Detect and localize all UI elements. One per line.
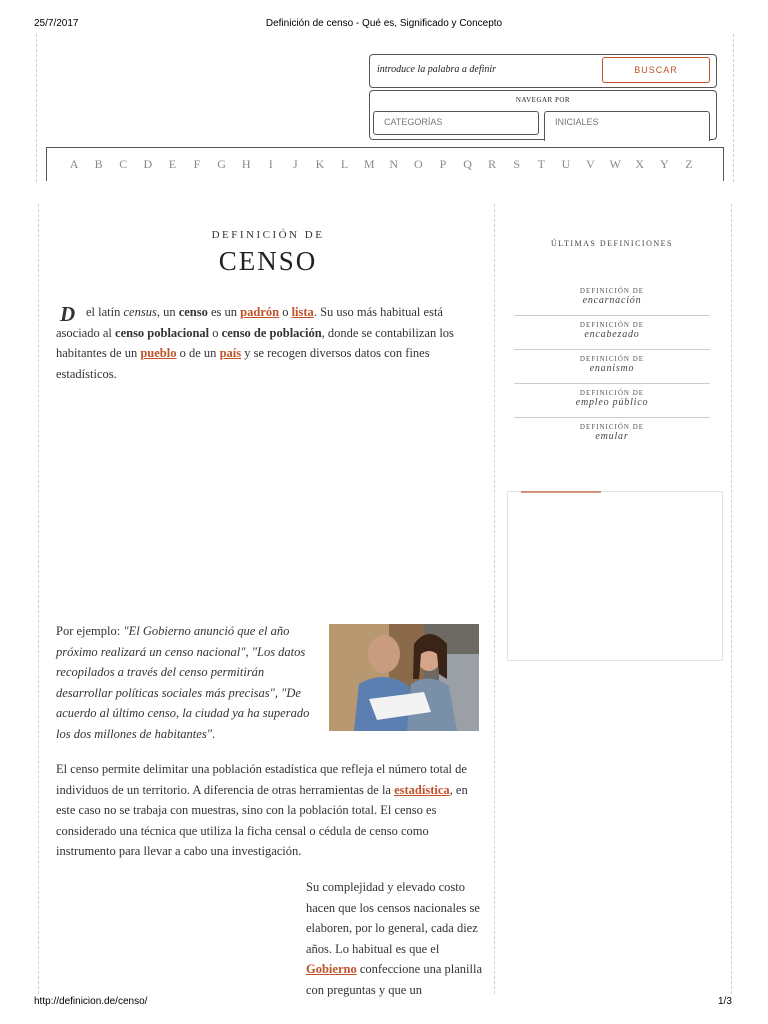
sidebar-item-encarnacion[interactable] (514, 287, 710, 316)
letter-o[interactable]: O (414, 157, 424, 171)
content-border-left (38, 204, 40, 994)
text: confeccione una planilla con preguntas y que un (306, 962, 482, 997)
sidebar-item-word: empleo público (575, 397, 649, 408)
tab-iniciales[interactable]: INICIALES (544, 111, 710, 141)
text-quotes: "El Gobierno anunció que el año próximo realizará un censo nacional", "Los datos recopilados a través del censo permitirán desarrollar políticas sociales más precisas", "De acuerdo al último censo, la ciudad ya ha superado los dos millones de habitantes" (56, 624, 310, 741)
text-bold: censo poblacional (115, 325, 210, 340)
page-border-left-top (36, 34, 38, 182)
letter-t[interactable]: T (537, 157, 546, 171)
sidebar-item-word: enanismo (589, 363, 635, 374)
letter-l[interactable]: L (340, 157, 349, 171)
letter-e[interactable]: E (168, 157, 177, 171)
letter-k[interactable]: K (315, 157, 325, 171)
paragraph-cost (306, 877, 482, 997)
sidebar-item-empleo-publico[interactable] (514, 389, 710, 418)
content-border-mid (494, 204, 496, 994)
text: o (279, 305, 292, 319)
print-url: http://definicion.de/censo/ (34, 996, 148, 1007)
ad-stripe (521, 491, 601, 493)
paragraph-examples (56, 621, 322, 744)
text: , un (156, 305, 179, 319)
search-button[interactable]: BUSCAR (602, 57, 710, 83)
link-gobierno[interactable]: Gobierno (306, 962, 357, 976)
text-bold: censo de población (221, 325, 322, 340)
paragraph-statistics (56, 759, 480, 862)
letter-b[interactable]: B (94, 157, 104, 171)
link-pais[interactable]: país (219, 346, 242, 360)
print-page-title: Definición de censo - Qué es, Significado y Concepto (265, 18, 503, 29)
browse-label: NAVEGAR POR (515, 96, 571, 104)
search-input[interactable]: introduce la palabra a definir (377, 64, 497, 75)
text: , donde se contabilizan los habitantes de un (56, 325, 454, 360)
sidebar-item-kicker: DEFINICIÓN DE (579, 355, 645, 363)
text: Por ejemplo: (56, 624, 124, 638)
sidebar-item-encabezado[interactable] (514, 321, 710, 350)
link-padron[interactable]: padrón (240, 305, 280, 319)
ad-slot (507, 491, 723, 661)
sidebar-item-enanismo[interactable] (514, 355, 710, 384)
link-pueblo[interactable]: pueblo (140, 346, 177, 360)
letter-m[interactable]: M (363, 157, 375, 171)
letter-x[interactable]: X (635, 157, 645, 171)
letter-c[interactable]: C (119, 157, 128, 171)
content-border-right (731, 204, 733, 994)
paragraph-intro (56, 302, 480, 384)
text: . Su uso más habitual está asociado al (56, 305, 443, 340)
letter-r[interactable]: R (488, 157, 497, 171)
letter-f[interactable]: F (193, 157, 201, 171)
drop-cap: D (60, 302, 76, 326)
sidebar-item-kicker: DEFINICIÓN DE (579, 287, 645, 295)
letter-a[interactable]: A (69, 157, 79, 171)
letter-d[interactable]: D (143, 157, 153, 171)
link-estadistica[interactable]: estadística (394, 782, 450, 797)
letter-s[interactable]: S (513, 157, 521, 171)
sidebar-item-emular[interactable] (514, 423, 710, 451)
sidebar-title: ÚLTIMAS DEFINICIONES (551, 239, 673, 248)
text: , en este caso no se trabaja con muestras, sino con la población total. El censo es considerado una técnica que utiliza la ficha censal o cédula de censo como instrumento para llevar a cabo una investigación. (56, 782, 468, 858)
letter-h[interactable]: H (241, 157, 252, 171)
letter-j[interactable]: J (293, 157, 299, 171)
text: . (211, 726, 216, 741)
letter-i[interactable]: I (268, 157, 274, 171)
letter-z[interactable]: Z (685, 157, 694, 171)
sidebar-item-word: encabezado (584, 329, 640, 340)
text-latin: census (123, 305, 157, 319)
print-page-number: 1/3 (718, 996, 732, 1007)
text: es un (207, 305, 241, 319)
text-bold: censo (178, 305, 208, 319)
text: y se recogen diversos datos con fines estadísticos. (56, 346, 430, 381)
text: o (209, 325, 222, 340)
page-title: CENSO (218, 246, 318, 276)
text: o de un (176, 346, 220, 360)
text: El censo permite delimitar una población estadística que refleja el número total de individuos de un territorio. A diferencia de otras herramientas de la (56, 762, 467, 797)
sidebar-item-kicker: DEFINICIÓN DE (579, 321, 645, 329)
text: el latín (86, 305, 124, 319)
link-lista[interactable]: lista (291, 305, 314, 319)
alphabet-letters (62, 157, 701, 172)
sidebar-item-word: encarnación (582, 295, 642, 306)
census-photo (329, 624, 479, 731)
sidebar-item-kicker: DEFINICIÓN DE (579, 389, 645, 397)
letter-q[interactable]: Q (463, 157, 473, 171)
text: Su complejidad y elevado costo hacen que los censos nacionales se elaboren, por lo general, cada diez años. Lo habitual es que el (306, 880, 480, 956)
letter-p[interactable]: P (439, 157, 447, 171)
article-kicker: DEFINICIÓN DE (211, 229, 325, 241)
letter-g[interactable]: G (217, 157, 227, 171)
letter-v[interactable]: V (586, 157, 596, 171)
sidebar-item-word: emular (595, 431, 629, 442)
letter-n[interactable]: N (389, 157, 399, 171)
letter-u[interactable]: U (561, 157, 571, 171)
tab-categorias[interactable]: CATEGORÍAS (373, 111, 539, 135)
print-date: 25/7/2017 (34, 18, 79, 29)
letter-y[interactable]: Y (659, 157, 670, 171)
page-border-right-top (733, 34, 735, 182)
sidebar-item-kicker: DEFINICIÓN DE (579, 423, 645, 431)
letter-w[interactable]: W (609, 157, 622, 171)
